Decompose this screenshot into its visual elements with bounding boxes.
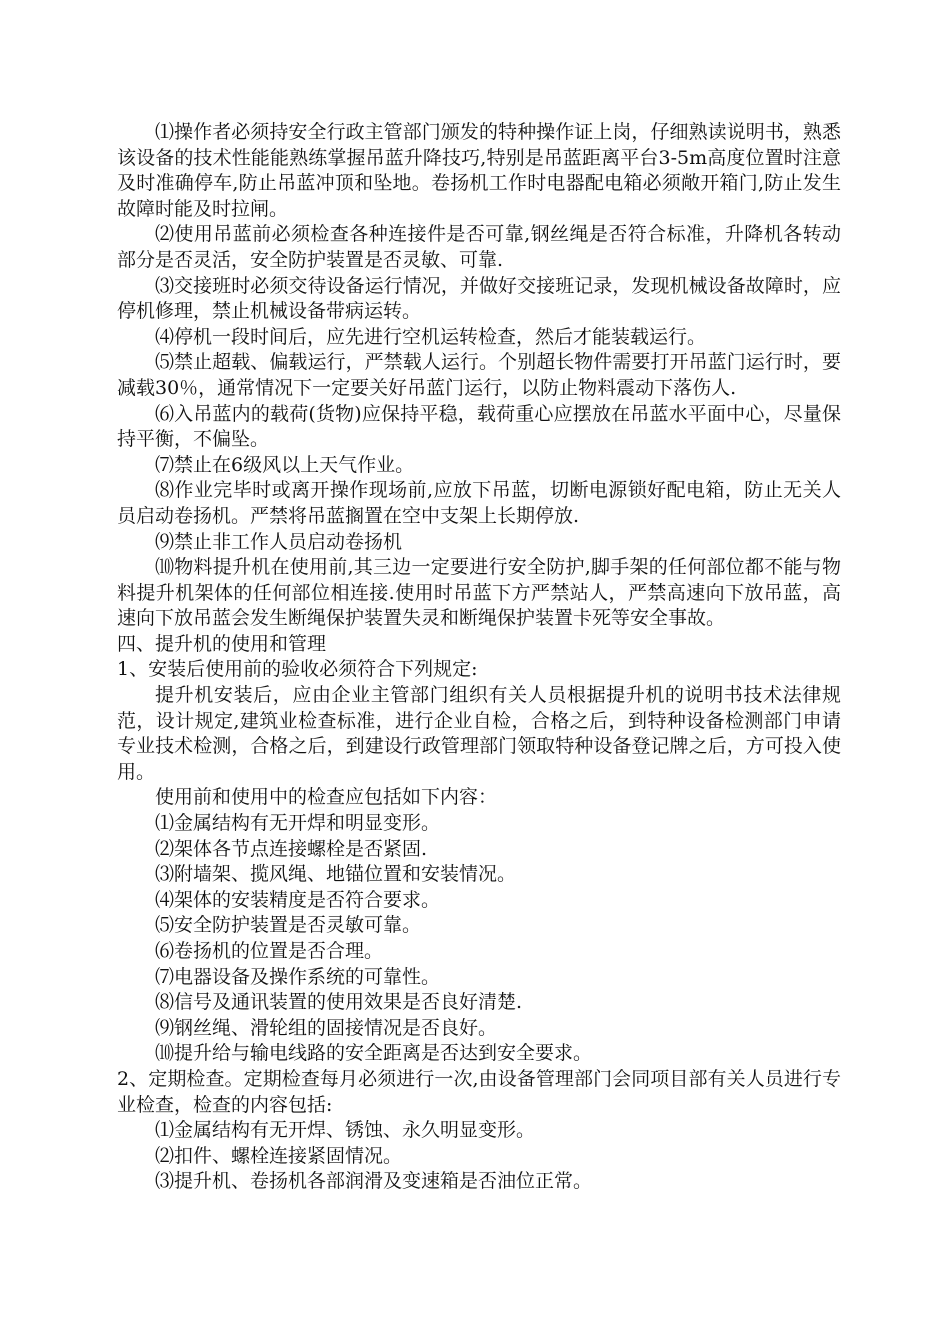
inspection-item-8: ⑻信号及通讯装置的使用效果是否良好清楚. <box>155 991 523 1014</box>
subsection-heading-acceptance: 1、安装后使用前的验收必须符合下列规定: <box>117 658 478 681</box>
paragraph-item-5: ⑸禁止超载、偏载运行，严禁载人运行。个别超长物件需要打开吊蓝门运行时，要减载30％，通常情况下一定要关好吊蓝门运行，以防止物料震动下落伤人. <box>117 351 841 399</box>
acceptance-paragraph: 提升机安装后，应由企业主管部门组织有关人员根据提升机的说明书技术法律规范，设计规定,建筑业检查标准，进行企业自检，合格之后，到特种设备检测部门申请专业技术检测，合格之后，到建设行政管理部门领取特种设备登记牌之后，方可投入使用。 <box>117 684 841 783</box>
paragraph-item-10: ⑽物料提升机在使用前,其三边一定要进行安全防护,脚手架的任何部位都不能与物料提升机架体的任何部位相连接.使用时吊蓝下方严禁站人，严禁高速向下放吊蓝，高速向下放吊蓝会发生断绳保护装置失灵和断绳保护装置卡死等安全事故。 <box>117 556 841 630</box>
paragraph-item-8: ⑻作业完毕时或离开操作现场前,应放下吊蓝，切断电源锁好配电箱，防止无关人员启动卷扬机。严禁将吊蓝搁置在空中支架上长期停放. <box>117 479 841 527</box>
periodic-item-1: ⑴金属结构有无开焊、锈蚀、永久明显变形。 <box>155 1119 536 1142</box>
paragraph-item-1: ⑴操作者必须持安全行政主管部门颁发的特种操作证上岗，仔细熟读说明书，熟悉该设备的技术性能能熟练掌握吊蓝升降技巧,特别是吊蓝距离平台3-5m高度位置时注意及时准确停车,防止吊蓝冲顶和坠地。卷扬机工作时电器配电箱必须敞开箱门,防止发生故障时能及时拉闸。 <box>117 121 841 220</box>
inspection-item-9: ⑼钢丝绳、滑轮组的固接情况是否良好。 <box>155 1016 498 1039</box>
paragraph-item-7: ⑺禁止在6级风以上天气作业。 <box>155 453 415 476</box>
inspection-intro: 使用前和使用中的检查应包括如下内容： <box>155 786 498 809</box>
paragraph-item-4: ⑷停机一段时间后，应先进行空机运转检查，然后才能装载运行。 <box>155 325 707 348</box>
subsection-heading-periodic: 2、定期检查。定期检查每月必须进行一次,由设备管理部门会同项目部有关人员进行专业检查，检查的内容包括: <box>117 1067 841 1116</box>
paragraph-item-6: ⑹入吊蓝内的载荷(货物)应保持平稳，载荷重心应摆放在吊蓝水平面中心，尽量保持平衡，不偏坠。 <box>117 402 841 451</box>
inspection-item-7: ⑺电器设备及操作系统的可靠性。 <box>155 965 441 988</box>
paragraph-item-3: ⑶交接班时必须交待设备运行情况，并做好交接班记录，发现机械设备故障时，应停机修理，禁止机械设备带病运转。 <box>117 274 841 323</box>
inspection-item-4: ⑷架体的安装精度是否符合要求。 <box>155 888 441 911</box>
document-body <box>117 120 841 1195</box>
paragraph-item-2: ⑵使用吊蓝前必须检查各种连接件是否可靠,钢丝绳是否符合标准，升降机各转动部分是否灵活，安全防护装置是否灵敏、可靠. <box>117 223 841 271</box>
paragraph-item-9: ⑼禁止非工作人员启动卷扬机 <box>155 530 403 553</box>
section-heading: 四、提升机的使用和管理 <box>117 632 327 655</box>
inspection-item-1: ⑴金属结构有无开焊和明显变形。 <box>155 812 441 835</box>
periodic-item-3: ⑶提升机、卷扬机各部润滑及变速箱是否油位正常。 <box>155 1170 593 1193</box>
periodic-item-2: ⑵扣件、螺栓连接紧固情况。 <box>155 1144 403 1167</box>
inspection-item-3: ⑶附墙架、揽风绳、地锚位置和安装情况。 <box>155 863 517 886</box>
inspection-item-10: ⑽提升给与输电线路的安全距离是否达到安全要求。 <box>155 1042 593 1065</box>
inspection-item-6: ⑹卷扬机的位置是否合理。 <box>155 940 384 962</box>
inspection-item-2: ⑵架体各节点连接螺栓是否紧固. <box>155 837 428 860</box>
inspection-item-5: ⑸安全防护装置是否灵敏可靠。 <box>155 914 422 937</box>
